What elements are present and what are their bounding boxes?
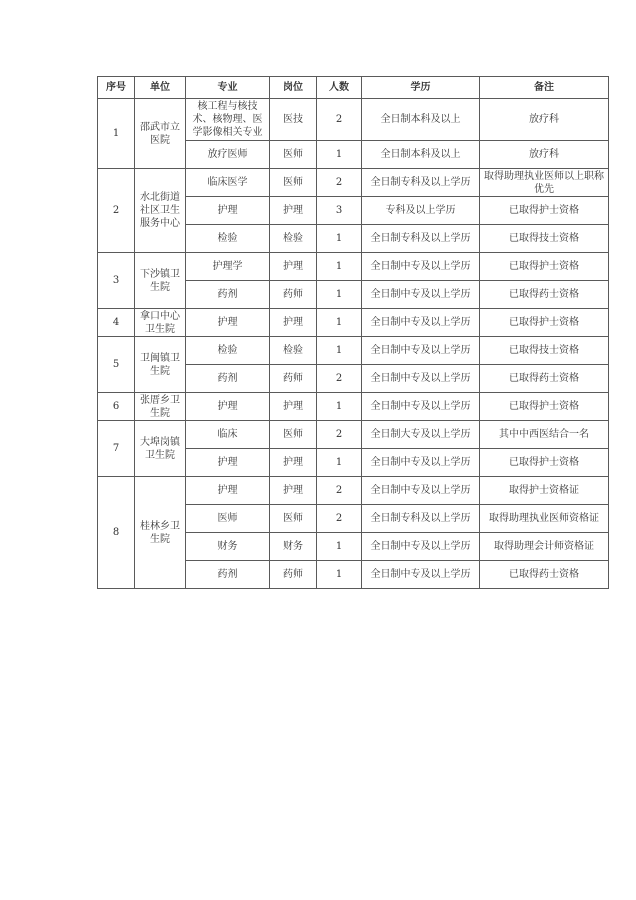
note-cell: 取得助理执业医师资格证: [480, 505, 609, 533]
unit-cell: 卫闽镇卫生院: [135, 337, 186, 393]
count-cell: 1: [317, 225, 362, 253]
note-cell: 放疗科: [480, 141, 609, 169]
header-cell-note: 备注: [480, 77, 609, 99]
note-cell: 取得助理执业医师以上职称优先: [480, 169, 609, 197]
count-cell: 2: [317, 169, 362, 197]
table-row: [98, 477, 609, 505]
header-cell-post: 岗位: [270, 77, 317, 99]
major-cell: 检验: [186, 337, 270, 365]
education-cell: 全日制专科及以上学历: [362, 169, 480, 197]
post-cell: 药师: [270, 561, 317, 589]
education-cell: 全日制大专及以上学历: [362, 421, 480, 449]
education-cell: 全日制中专及以上学历: [362, 533, 480, 561]
count-cell: 1: [317, 141, 362, 169]
post-cell: 护理: [270, 253, 317, 281]
education-cell: 全日制中专及以上学历: [362, 561, 480, 589]
note-cell: 已取得护士资格: [480, 253, 609, 281]
row-number-cell: 3: [98, 253, 135, 309]
major-cell: 临床: [186, 421, 270, 449]
count-cell: 1: [317, 253, 362, 281]
note-cell: 已取得护士资格: [480, 393, 609, 421]
count-cell: 1: [317, 309, 362, 337]
count-cell: 1: [317, 561, 362, 589]
count-cell: 1: [317, 393, 362, 421]
major-cell: 护理: [186, 393, 270, 421]
education-cell: 全日制中专及以上学历: [362, 281, 480, 309]
recruitment-table: [97, 76, 609, 589]
note-cell: 其中中西医结合一名: [480, 421, 609, 449]
count-cell: 3: [317, 197, 362, 225]
row-number-cell: 8: [98, 477, 135, 589]
note-cell: 放疗科: [480, 99, 609, 141]
unit-cell: 桂林乡卫生院: [135, 477, 186, 589]
table-row: [98, 393, 609, 421]
education-cell: 全日制中专及以上学历: [362, 449, 480, 477]
post-cell: 护理: [270, 393, 317, 421]
unit-cell: 张厝乡卫生院: [135, 393, 186, 421]
post-cell: 医师: [270, 169, 317, 197]
education-cell: 全日制中专及以上学历: [362, 477, 480, 505]
note-cell: 取得护士资格证: [480, 477, 609, 505]
major-cell: 药剂: [186, 365, 270, 393]
major-cell: 药剂: [186, 561, 270, 589]
note-cell: 已取得技士资格: [480, 337, 609, 365]
row-number-cell: 2: [98, 169, 135, 253]
note-cell: 已取得药士资格: [480, 281, 609, 309]
major-cell: 临床医学: [186, 169, 270, 197]
note-cell: 已取得药士资格: [480, 365, 609, 393]
major-cell: 药剂: [186, 281, 270, 309]
count-cell: 2: [317, 421, 362, 449]
count-cell: 1: [317, 449, 362, 477]
post-cell: 护理: [270, 449, 317, 477]
major-cell: 医师: [186, 505, 270, 533]
post-cell: 医师: [270, 421, 317, 449]
major-cell: 护理: [186, 197, 270, 225]
table-row: [98, 253, 609, 281]
header-cell-unit: 单位: [135, 77, 186, 99]
unit-cell: 大埠岗镇卫生院: [135, 421, 186, 477]
count-cell: 1: [317, 281, 362, 309]
note-cell: 已取得药士资格: [480, 561, 609, 589]
count-cell: 2: [317, 477, 362, 505]
education-cell: 全日制中专及以上学历: [362, 393, 480, 421]
education-cell: 全日制专科及以上学历: [362, 225, 480, 253]
row-number-cell: 7: [98, 421, 135, 477]
table-header-row: [98, 77, 609, 99]
post-cell: 药师: [270, 281, 317, 309]
post-cell: 医技: [270, 99, 317, 141]
row-number-cell: 5: [98, 337, 135, 393]
post-cell: 护理: [270, 309, 317, 337]
count-cell: 2: [317, 365, 362, 393]
major-cell: 护理: [186, 477, 270, 505]
header-cell-education: 学历: [362, 77, 480, 99]
count-cell: 1: [317, 533, 362, 561]
table-row: [98, 421, 609, 449]
education-cell: 全日制本科及以上: [362, 99, 480, 141]
post-cell: 护理: [270, 197, 317, 225]
row-number-cell: 1: [98, 99, 135, 169]
major-cell: 财务: [186, 533, 270, 561]
header-cell-no: 序号: [98, 77, 135, 99]
unit-cell: 水北街道社区卫生服务中心: [135, 169, 186, 253]
post-cell: 财务: [270, 533, 317, 561]
education-cell: 全日制中专及以上学历: [362, 337, 480, 365]
table-row: [98, 169, 609, 197]
post-cell: 药师: [270, 365, 317, 393]
note-cell: 取得助理会计师资格证: [480, 533, 609, 561]
unit-cell: 邵武市立医院: [135, 99, 186, 169]
major-cell: 检验: [186, 225, 270, 253]
post-cell: 检验: [270, 337, 317, 365]
note-cell: 已取得技士资格: [480, 225, 609, 253]
count-cell: 2: [317, 99, 362, 141]
post-cell: 医师: [270, 505, 317, 533]
major-cell: 护理学: [186, 253, 270, 281]
post-cell: 检验: [270, 225, 317, 253]
education-cell: 专科及以上学历: [362, 197, 480, 225]
table-row: [98, 337, 609, 365]
note-cell: 已取得护士资格: [480, 449, 609, 477]
education-cell: 全日制中专及以上学历: [362, 309, 480, 337]
count-cell: 2: [317, 505, 362, 533]
header-cell-major: 专业: [186, 77, 270, 99]
major-cell: 放疗医师: [186, 141, 270, 169]
table-row: [98, 99, 609, 141]
major-cell: 核工程与核技术、核物理、医学影像相关专业: [186, 99, 270, 141]
count-cell: 1: [317, 337, 362, 365]
row-number-cell: 6: [98, 393, 135, 421]
education-cell: 全日制中专及以上学历: [362, 253, 480, 281]
education-cell: 全日制本科及以上: [362, 141, 480, 169]
header-cell-count: 人数: [317, 77, 362, 99]
unit-cell: 下沙镇卫生院: [135, 253, 186, 309]
major-cell: 护理: [186, 309, 270, 337]
table-row: [98, 309, 609, 337]
note-cell: 已取得护士资格: [480, 197, 609, 225]
table-body: [98, 99, 609, 589]
post-cell: 医师: [270, 141, 317, 169]
education-cell: 全日制专科及以上学历: [362, 505, 480, 533]
unit-cell: 拿口中心卫生院: [135, 309, 186, 337]
post-cell: 护理: [270, 477, 317, 505]
note-cell: 已取得护士资格: [480, 309, 609, 337]
education-cell: 全日制中专及以上学历: [362, 365, 480, 393]
major-cell: 护理: [186, 449, 270, 477]
row-number-cell: 4: [98, 309, 135, 337]
